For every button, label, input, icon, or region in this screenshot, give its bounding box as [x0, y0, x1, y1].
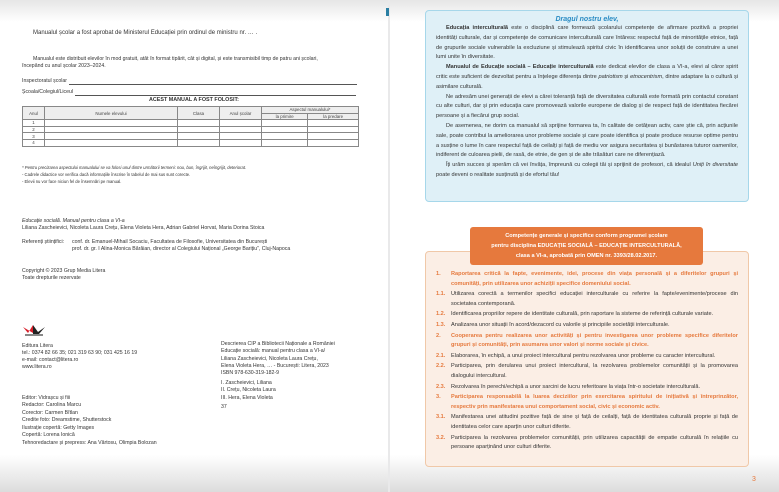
cip-line: Educație socială: manual pentru clasa a VI-a/	[221, 348, 326, 354]
competencies-header	[470, 227, 703, 265]
paragraph-text: , dintre adaptare la o cultură și asimilare culturală.	[436, 73, 738, 90]
competency-number: 3.1.	[436, 414, 446, 421]
header-anul: Anul	[23, 107, 45, 120]
competency-text: Participarea responsabilă la luarea deciziilor prin exercitarea spiritului de inițiativă și întreprinzător, respectiv prin manifestarea unui comportament social, civic și economic activ.	[451, 394, 738, 410]
cip-line: III. Hera, Elena Violeta	[221, 395, 273, 401]
competency-number: 1.2.	[436, 311, 446, 318]
page-edge-marker	[386, 8, 389, 16]
distribution-text-2: începând cu anul școlar 2023–2024.	[22, 63, 106, 69]
header-line: pentru disciplina EDUCAȚIE SOCIALĂ – EDUCAȚIE INTERCULTURALĂ,	[491, 243, 682, 249]
competency-number: 3.2.	[436, 434, 446, 441]
credit: Corector: Carmen Bîtlan	[22, 410, 78, 416]
header-line: clasa a VI-a, aprobată prin OMEN nr. 3393/28.02.2017.	[515, 253, 658, 259]
publisher-website: www.litera.ro	[22, 364, 52, 370]
copyright: Copyright © 2023 Grup Media Litera	[22, 268, 106, 274]
inspectorat-label: Inspectoratul școlar	[22, 78, 67, 84]
header-nume: Numele elevului	[45, 107, 178, 120]
page-number: 3	[752, 476, 756, 483]
table-title: ACEST MANUAL A FOST FOLOSIT:	[149, 97, 239, 103]
publisher-name: Editura Litera	[22, 343, 53, 349]
credit: Credite foto: Dreamstime, Shutterstock	[22, 417, 112, 423]
paragraph-text: și	[622, 73, 631, 80]
letter-paragraph	[436, 161, 738, 181]
credit: Copertă: Lorena Ionică	[22, 432, 75, 438]
table-row	[23, 126, 359, 133]
competency-number: 1.	[436, 271, 441, 277]
competency-number: 2.3.	[436, 383, 446, 390]
header-clasa: Clasa	[178, 107, 220, 120]
competency-number: 1.3.	[436, 321, 446, 328]
bold-term: Educația interculturală	[446, 25, 508, 31]
usage-table	[22, 106, 359, 147]
specific-competency	[436, 310, 738, 320]
credit: Ilustrație copertă: Getty Images	[22, 425, 95, 431]
row-number: 1	[23, 120, 45, 127]
publisher-email: e-mail: contact@litera.ro	[22, 357, 79, 363]
competency-number: 2.1.	[436, 352, 446, 359]
specific-competency	[436, 413, 738, 432]
competency-text: Participarea la rezolvarea problemelor comunității, prin utilizarea capacității de empatie culturală în relațiile cu persoane aparținând unor culturi diferite.	[451, 434, 738, 451]
inspectorat-field	[22, 78, 357, 85]
rights: Toate drepturile rezervate	[22, 275, 81, 281]
cip-line: I. Zascheievici, Liliana	[221, 380, 272, 386]
row-number: 4	[23, 139, 45, 146]
header-predare: la predare	[308, 113, 359, 120]
credit: Redactor: Carolina Marcu	[22, 402, 82, 408]
competency-number: 2.2.	[436, 363, 446, 370]
table-row	[23, 139, 359, 146]
competency-number: 2.	[436, 332, 441, 339]
italic-term: patriotism	[598, 73, 623, 80]
row-number: 2	[23, 126, 45, 133]
specific-competency	[436, 290, 738, 309]
referee: prof. dr. gr. I Alina-Monica Bărăian, director al Colegiului Național „George Barițiu”, Cluj-Napoca	[72, 246, 291, 252]
letter-paragraph	[436, 24, 738, 63]
paragraph-text: Îți urăm succes și sperăm că vei învăța, împreună cu colegii tăi și sprijinit de profesori, că idealul	[446, 162, 693, 169]
letter-paragraph	[436, 63, 738, 92]
isbn: ISBN 978-630-319-182-9	[221, 370, 279, 376]
footnote: * Pentru precizarea aspectului manualului se va folosi unul dintre următorii termeni: nou, bun, îngrijit, neîngrijit, deteriorat.	[22, 165, 247, 170]
header-aspect: Aspectul manualului*	[262, 107, 359, 114]
header-line: Competențe generale și specifice conform programei școlare	[505, 233, 668, 239]
competency-text: Cooperarea pentru realizarea unor activități și pentru investigarea unor probleme specifice diferitelor grupuri și comunități, prin asumarea unor valori și norme sociale și civice.	[451, 332, 738, 349]
note: - Cadrele didactice vor verifica dacă informațiile înscrise în tabelul de mai sus sunt corecte.	[22, 172, 191, 177]
competency-text: Identificarea propriilor repere de identitate culturală, prin raportare la sisteme de referință culturale variate.	[451, 311, 714, 318]
table-row	[23, 120, 359, 127]
specific-competency	[436, 383, 738, 393]
distribution-text: Manualul este distribuit elevilor în mod gratuit, atât în format tipărit, cât și digital, și este transmisibil timp de patru ani școlari,	[33, 56, 318, 62]
referee: conf. dr. Emanuel-Mihail Socaciu, Facultatea de Filosofie, Universitatea din București	[72, 239, 268, 245]
italic-term: etnocentrism	[630, 73, 663, 80]
cip-code: 37	[221, 404, 227, 410]
competency-number: 1.1.	[436, 291, 446, 298]
scoala-field	[22, 89, 356, 96]
litera-logo	[22, 323, 46, 342]
general-competency	[436, 332, 738, 351]
left-page	[0, 0, 388, 492]
specific-competency	[436, 362, 738, 381]
scoala-label: Școala/Colegiul/Liceul	[22, 89, 74, 95]
competency-text: Utilizarea corectă a termenilor specifici educației interculturale cu referire la fapte/evenimente/procese din societatea contemporană.	[451, 291, 738, 307]
letter-paragraph: Ne adresăm unei generații de elevi a cărei toleranță față de diversitatea culturală este formată prin contactul constant cu alte culturi, dar și prin educația care promovează valorile europene de dialog și de respect față de identitatea fiecărei persoane și a fiecărui grup social.	[436, 93, 738, 120]
specific-competency	[436, 352, 738, 362]
right-page	[390, 0, 779, 492]
approval-text: Manualul școlar a fost aprobat de Ministerul Educației prin ordinul de ministru nr. … .	[33, 30, 258, 36]
competency-text: Raportarea critică la fapte, evenimente, idei, procese din viața personală și a diferitelor grupuri și comunități, prin utilizarea unor achiziții specifice domeniului social.	[451, 271, 738, 287]
authors: Liliana Zascheievici, Nicoleta Laura Crețu, Elena Violeta Hera, Adrian Gabriel Horvat, Maria Dorina Stoica	[22, 225, 265, 231]
paragraph-text: este dedicat elevilor de clasa a VI-a, elevi al căror spirit critic este suficient de dezvoltat pentru a înțelege diferența dintre	[436, 64, 738, 80]
table-row	[23, 133, 359, 140]
general-competency	[436, 270, 738, 289]
italic-term: Uniți în diversitate	[692, 162, 738, 169]
letter-greeting: Dragul nostru elev,	[555, 16, 619, 23]
referees-label: Referenți științifici:	[22, 239, 65, 245]
publisher-phone: tel.: 0374 82 66 35; 021 319 63 90; 031 425 16 19	[22, 350, 138, 356]
header-primire: la primire	[262, 113, 308, 120]
credit: Editor: Vidrașcu și fiii	[22, 395, 71, 401]
cip-line: II. Crețu, Nicoleta Laura	[221, 387, 276, 393]
paragraph-text: este o disciplină care formează școlarului competențe de afirmare pozitivă a propriei identități culturale, dar și competențe de comunicare interculturală care întăresc respectul față de minoritățile etnice, față de grupurile sociale vulnerabile la excluziune și stimulează spiritul civic în identificarea unor soluții de construire a unei lumi unite în diversitate.	[436, 25, 738, 61]
specific-competency	[436, 321, 738, 331]
paragraph-text: poate deveni o realitate susținută și de efortul tău!	[436, 171, 560, 178]
letter-box	[425, 10, 749, 202]
credit: Tehnoredactare și prepress: Ana Vârtosu, Olimpia Bolozan	[22, 440, 157, 446]
note: - Elevii nu vor face niciun fel de însemnări pe manual.	[22, 179, 122, 184]
cip-line: Liliana Zascheievici, Nicoleta Laura Crețu,	[221, 356, 318, 362]
competencies-box	[425, 251, 749, 467]
competency-text: Participarea, prin derularea unui proiect intercultural, la rezolvarea problemelor comunității și la promovarea dialogului intercultural.	[451, 363, 738, 379]
cip-line: Elena Violeta Hera, … - București: Litera, 2023	[221, 363, 329, 369]
competency-text: Manifestarea unei atitudini pozitive față de sine și față de ceilalți, față de identitatea culturală proprie și față de identitatea celor care aparțin unor culturi diferite.	[451, 414, 738, 430]
row-number: 3	[23, 133, 45, 140]
book-title: Educație socială. Manual pentru clasa a VI-a	[22, 218, 125, 224]
header-an-scolar: Anul școlar	[220, 107, 262, 120]
cip-line: Descrierea CIP a Bibliotecii Naționale a României	[221, 341, 335, 347]
competency-text: Analizarea unor situații în acord/dezacord cu valorile și principiile societății interculturale.	[451, 321, 670, 328]
competency-text: Rezolvarea în perechi/echipă a unor sarcini de lucru referitoare la viața într-o societate interculturală.	[451, 383, 701, 390]
specific-competency	[436, 434, 738, 453]
competency-text: Elaborarea, în echipă, a unui proiect intercultural pentru rezolvarea unor probleme cu caracter intercultural.	[451, 352, 716, 359]
competency-number: 3.	[436, 394, 441, 401]
bold-term: Manualul de Educație socială – Educație interculturală	[446, 64, 594, 71]
general-competency	[436, 393, 738, 412]
letter-paragraph: De asemenea, ne dorim ca manualul să sprijine formarea ta, în calitate de cetățean activ, care știe că, prin acțiunile sale, poate contribui la ameliorarea unor probleme sociale și care poate identifica și poate produce resurse optime pentru a susține o lume în care respectul față de ceilalți și față de mediu vor asigura securitatea și bunăstarea tuturor oamenilor, indiferent de culoarea pielii, de rasă, de etnie, de gen și de alte trăsături care ne diferențiază.	[436, 122, 738, 159]
